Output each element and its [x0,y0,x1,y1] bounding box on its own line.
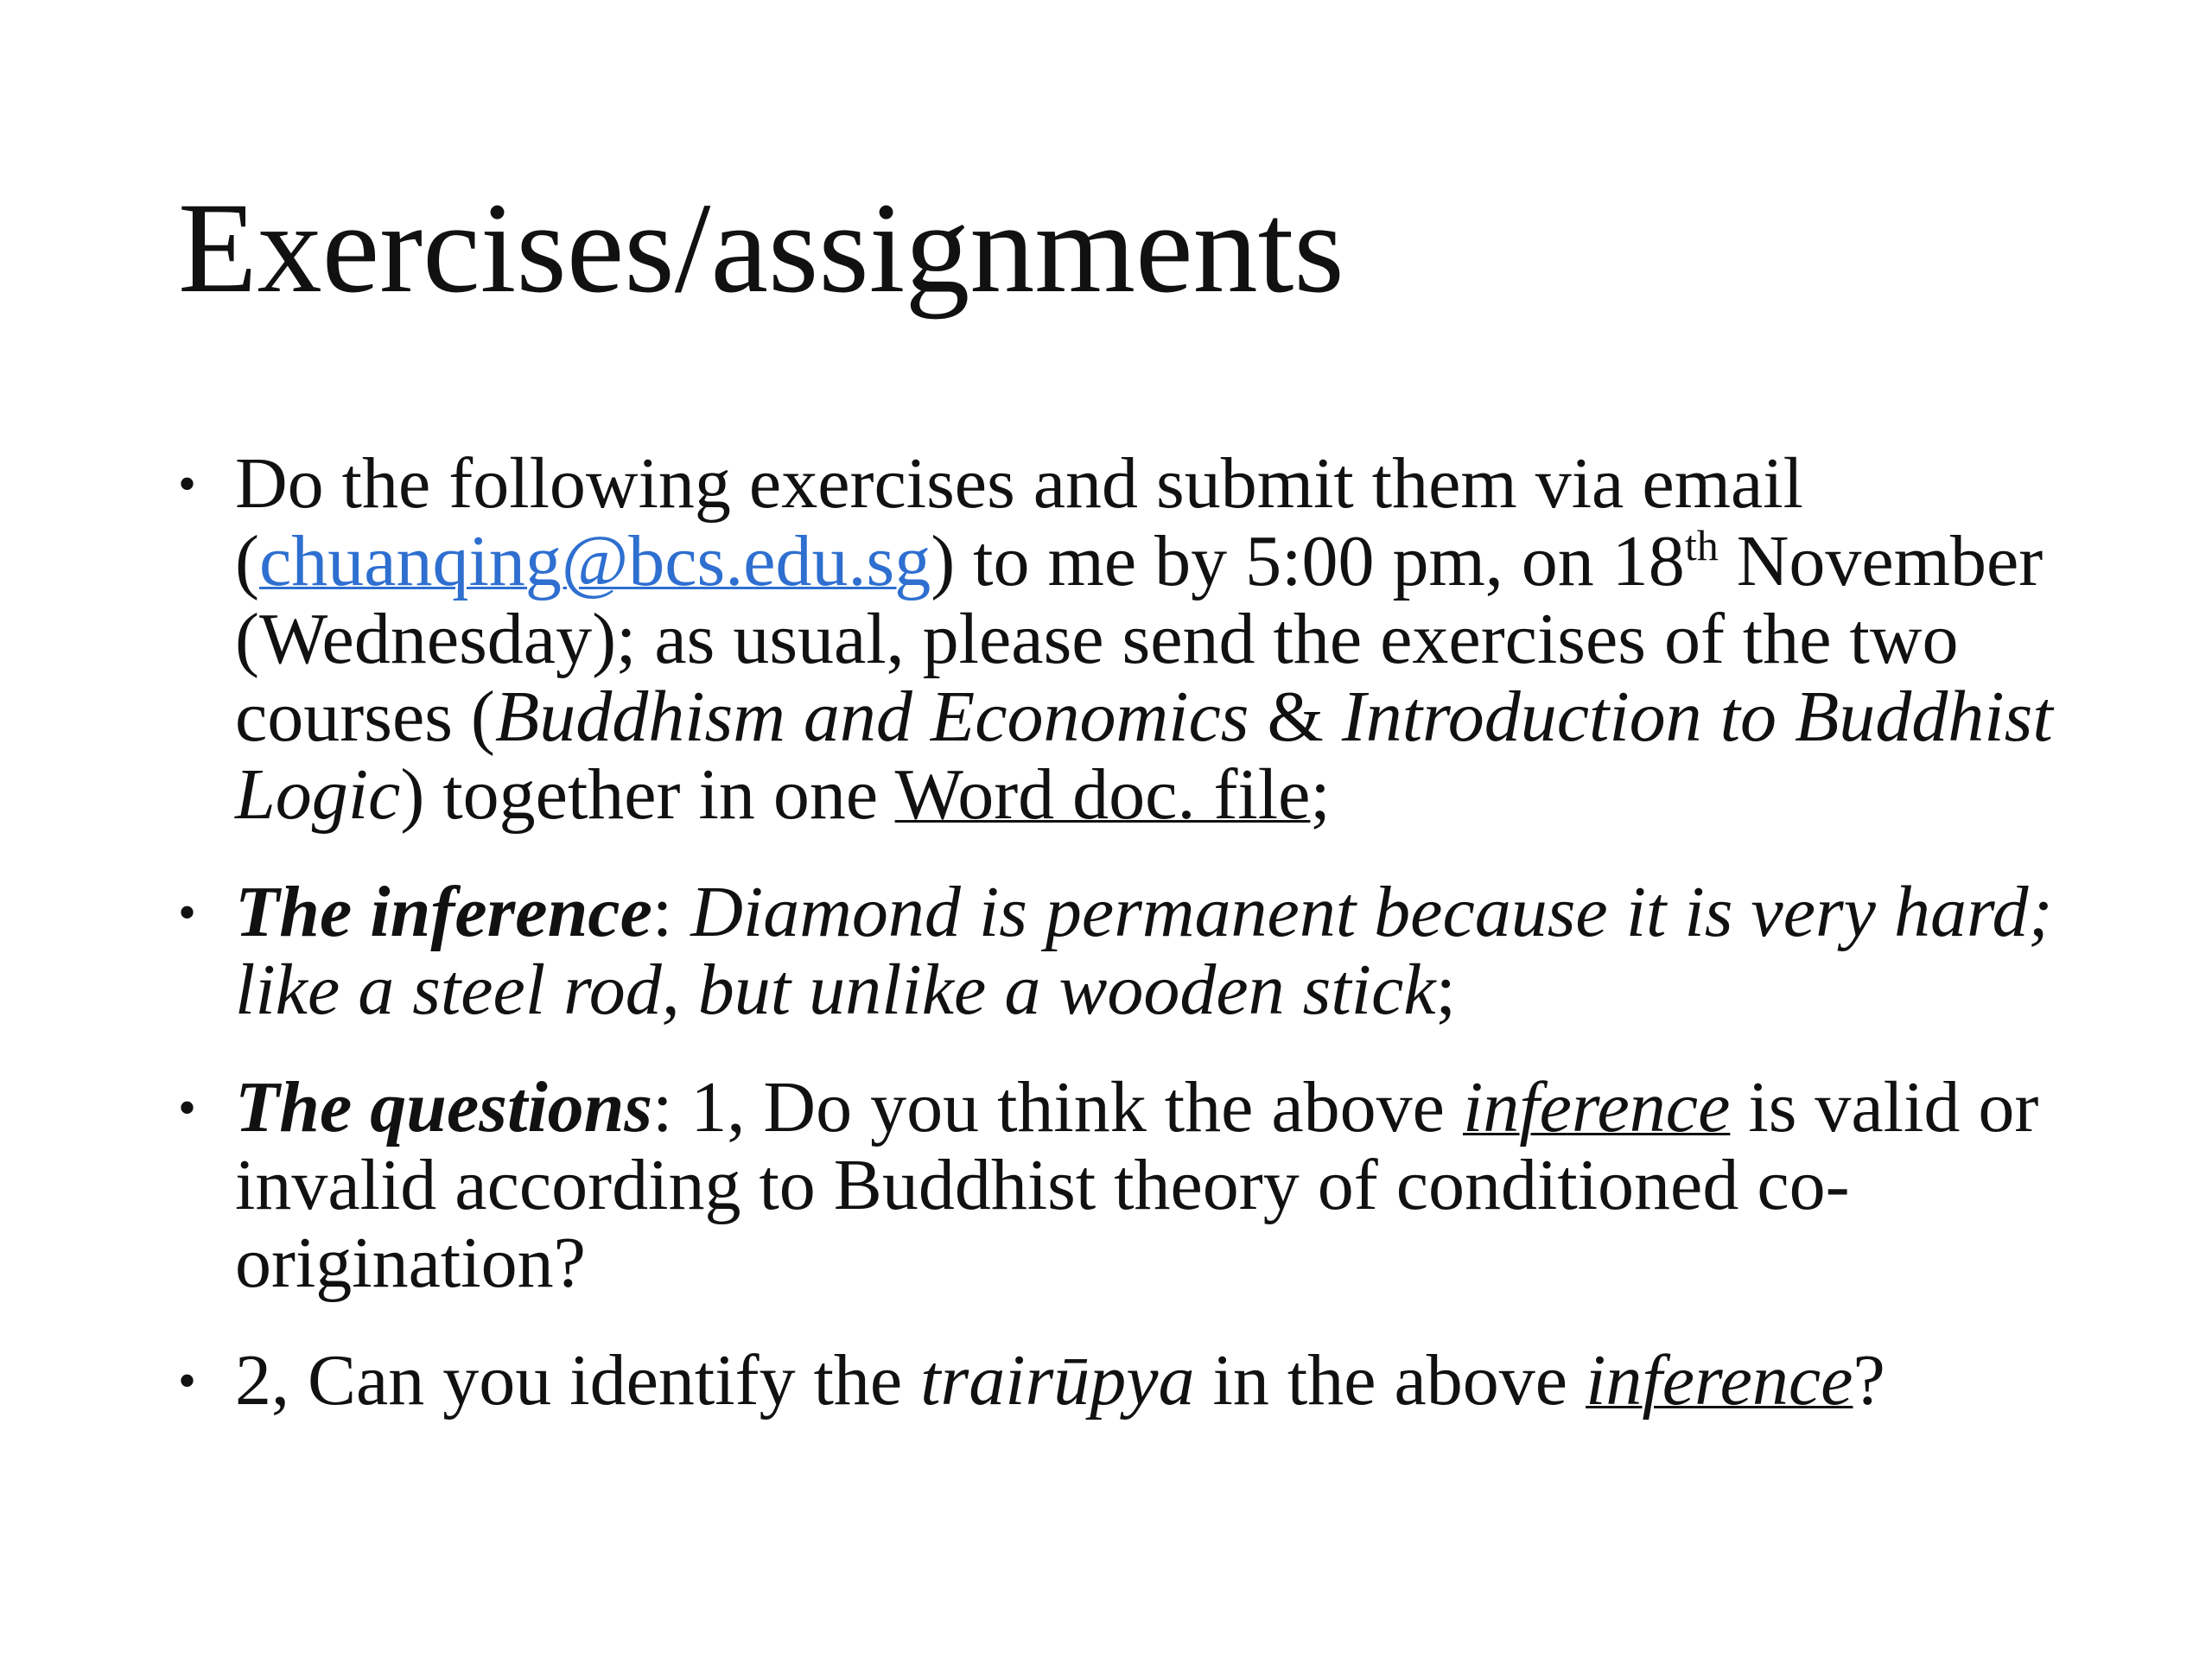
bullet-dot-icon: • [178,1079,197,1136]
questions-label: The questions [235,1067,653,1147]
bullet-dot-icon: • [178,1352,197,1409]
slide-title: Exercises/assignments [178,176,1344,320]
instructions-text-1: Do the following exercises and submit them via email ( [235,443,1803,601]
inference-statement: Diamond is permanent because it is very hard; like a steel rod, but unlike a wooden stick [235,872,2053,1030]
inference-label: The inference [235,872,652,952]
course-name-logic: Introduction to Buddhist Logic [235,677,2053,835]
bullet-dot-icon: • [178,884,197,941]
course-name-economics: Buddhism and Economics [494,677,1249,757]
file-type: Word doc. file [894,754,1311,835]
question-2-text-a: 2, Can you identify the [235,1340,921,1421]
inference-end: ; [1435,950,1456,1030]
question-1-text-a: : 1, Do you think the above [652,1067,1463,1147]
inference-colon: : [652,872,691,952]
bullet-submission-instructions [173,445,2082,834]
email-link[interactable]: chuanqing@bcs.edu.sg [258,521,931,601]
ampersand: & [1249,677,1342,757]
bullet-dot-icon: • [178,455,197,512]
bullet-question-2 [173,1342,2082,1420]
bullet-inference [173,874,2082,1029]
question-2-term-trairupya: trairūpya [920,1340,1195,1421]
bullet-list [173,445,2082,1459]
instructions-text-4: ) together in one [400,754,895,835]
instructions-end: ; [1310,754,1331,835]
instructions-text-2: ) to me by 5:00 pm, on 18 [931,521,1685,601]
date-suffix: th [1684,521,1719,569]
question-1-text-b: is valid or invalid according to Buddhist theory of conditioned co-origination? [235,1067,2039,1303]
question-2-term-inference: inference [1586,1340,1853,1421]
question-2-text-b: in the above [1194,1340,1586,1421]
bullet-questions [173,1069,2082,1302]
question-2-end: ? [1853,1340,1885,1421]
instructions-text-3: November (Wednesday); as usual, please send the exercises of the two courses ( [235,521,2044,757]
question-1-term: inference [1462,1067,1731,1147]
